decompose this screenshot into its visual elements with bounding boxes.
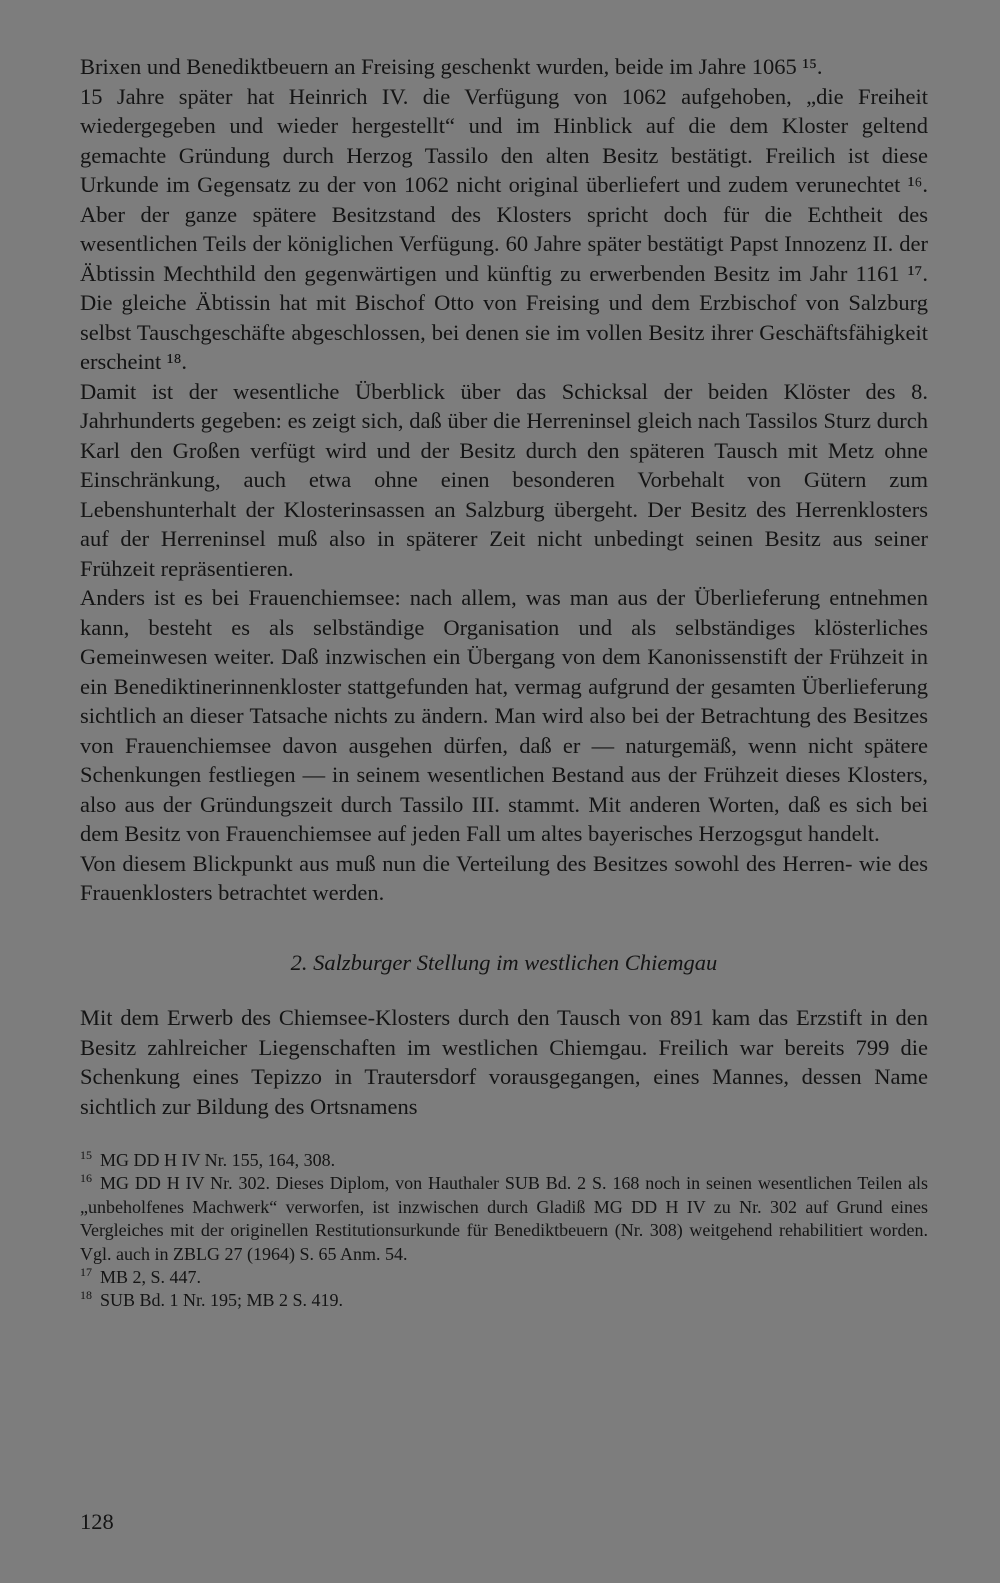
footnote-text: SUB Bd. 1 Nr. 195; MB 2 S. 419. — [100, 1290, 344, 1311]
section-heading: 2. Salzburger Stellung im westlichen Chiemgau — [290, 949, 718, 975]
paragraph-4: Anders ist es bei Frauenchiemsee: nach allem, was man aus der Überlieferung entnehmen kann, besteht es als selbständige Organisation und als selbständiges klösterliches Gemeinwesen weiter. Daß inzwischen ein Übergang von dem Kanonissenstift der Frühzeit in ein Benediktinerinnenkloster stattgefunden hat, vermag aufgrund der gesamten Überlieferung sichtlich an dieser Tatsache nichts zu ändern. Man wird also bei der Betrachtung des Besitzes von Frauenchiemsee davon ausgehen dürfen, daß er — naturgemäß, wenn nicht spätere Schenkungen festliegen — in seinem wesentlichen Bestand aus der Frühzeit dieses Klosters, also aus der Gründungszeit durch Tassilo III. stammt. Mit anderen Worten, daß es sich bei dem Besitz von Frauenchiemsee auf jeden Fall um altes bayerisches Herzogsgut handelt. — [80, 585, 928, 846]
footnote-text: MB 2, S. 447. — [100, 1267, 202, 1288]
footnote — [80, 1289, 928, 1312]
footnotes — [80, 1149, 928, 1313]
footnote — [80, 1172, 928, 1266]
page-content — [80, 52, 928, 1313]
paragraph-2: 15 Jahre später hat Heinrich IV. die Verfügung von 1062 aufgehoben, „die Freiheit wiedergegeben und wieder hergestellt“ und im Hinblick auf die dem Kloster geltend gemachte Gründung durch Herzog Tassilo den alten Besitz bestätigt. Freilich ist diese Urkunde im Gegensatz zu der von 1062 nicht original überliefert und zudem verunechtet ¹⁶. Aber der ganze spätere Besitzstand des Klosters spricht doch für die Echtheit des wesentlichen Teils der königlichen Verfügung. 60 Jahre später bestätigt Papst Innozenz II. der Äbtissin Mechthild den gegenwärtigen und künftig zu erwerbenden Besitz im Jahr 1161 ¹⁷. Die gleiche Äbtissin hat mit Bischof Otto von Freising und dem Erzbischof von Salzburg selbst Tauschgeschäfte abgeschlossen, bei denen sie im vollen Besitz ihrer Geschäftsfähigkeit erscheint ¹⁸. — [80, 83, 928, 374]
section-text — [80, 1003, 928, 1121]
paragraph-5: Von diesem Blickpunkt aus muß nun die Verteilung des Besitzes sowohl des Herren- wie des Frauenklosters betrachtet werden. — [80, 850, 928, 905]
footnote-text: MG DD H IV Nr. 155, 164, 308. — [100, 1150, 336, 1170]
footnote-number: 15 — [80, 1148, 92, 1162]
footnote — [80, 1149, 928, 1172]
footnote-number: 17 — [80, 1265, 92, 1280]
footnote-number: 18 — [80, 1288, 92, 1303]
main-text — [80, 52, 928, 908]
footnote-number: 16 — [80, 1171, 92, 1186]
footnote-spacer — [80, 1121, 928, 1149]
section-paragraph-1: Mit dem Erwerb des Chiemsee-Klosters durch den Tausch von 891 kam das Erzstift in den Besitz zahlreicher Liegenschaften im westlichen Chiemgau. Freilich war bereits 799 die Schenkung eines Tepizzo in Trautersdorf vorausgegangen, eines Mannes, dessen Name sichtlich zur Bildung des Ortsnamens — [80, 1005, 928, 1119]
paragraph-1: Brixen und Benediktbeuern an Freising geschenkt wurden, beide im Jahre 1065 ¹⁵. — [80, 54, 823, 79]
footnote-text: MG DD H IV Nr. 302. Dieses Diplom, von Hauthaler SUB Bd. 2 S. 168 noch in seinen wesentlichen Teilen als „unbeholfenes Machwerk“ verworfen, ist inzwischen durch Gladiß MG DD H IV zu Nr. 302 auf Grund eines Vergleiches mit der originellen Restitutionsurkunde für Benediktbeuern (Nr. 308) weitgehend rehabilitiert worden. Vgl. auch in ZBLG 27 (1964) S. 65 Anm. 54. — [80, 1173, 928, 1264]
page-number: 128 — [80, 1509, 114, 1534]
footnote — [80, 1266, 928, 1289]
paragraph-3: Damit ist der wesentliche Überblick über das Schicksal der beiden Klöster des 8. Jahrhunderts gegeben: es zeigt sich, daß über die Herreninsel gleich nach Tassilos Sturz durch Karl den Großen verfügt wird und der Besitz durch den späteren Tausch mit Metz ohne Einschränkung, auch etwa ohne einen besonderen Vorbehalt von Gütern zum Lebenshunterhalt der Klosterinsassen an Salzburg übergeht. Der Besitz des Herrenklosters auf der Herreninsel muß also in späterer Zeit nicht unbedingt seinen Besitz aus seiner Frühzeit repräsentieren. — [80, 378, 928, 581]
